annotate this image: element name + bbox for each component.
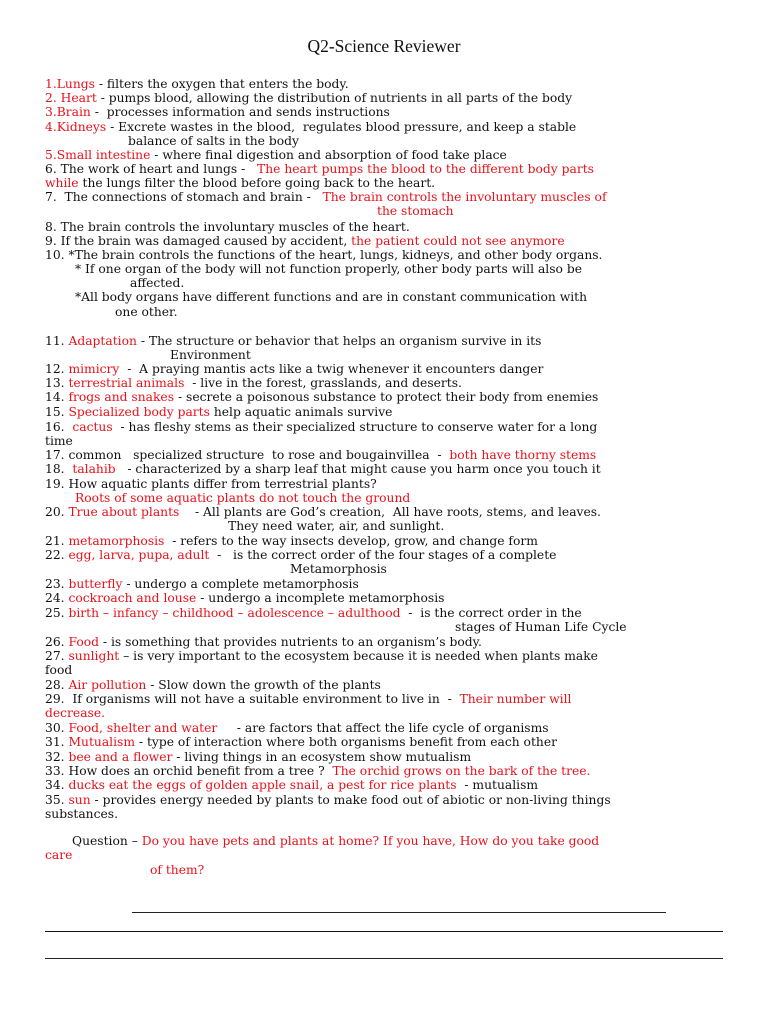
text-line [170, 348, 251, 362]
body-text: *All body organs have different functions and are in constant communication with [75, 290, 588, 304]
text-line [377, 204, 454, 218]
highlighted-text: True about plants [68, 505, 180, 519]
text-line [45, 793, 611, 807]
highlighted-text: 4.Kidneys [45, 120, 107, 134]
body-text: - mutualism [456, 778, 539, 792]
text-line [45, 420, 597, 434]
text-line [45, 376, 462, 390]
text-line [45, 190, 607, 204]
body-text: - pumps blood, allowing the distribution of nutrients in all parts of the body [96, 91, 573, 105]
body-text: - characterized by a sharp leaf that might cause you harm once you touch it [115, 462, 601, 476]
body-text: 16. [45, 420, 73, 434]
text-line [45, 735, 557, 749]
body-text: 23. [45, 577, 69, 591]
text-line [128, 134, 299, 148]
body-text: - Slow down the growth of the plants [146, 678, 381, 692]
body-text: - undergo a complete metamorphosis [122, 577, 359, 591]
highlighted-text: egg, larva, pupa, adult [68, 548, 210, 562]
highlighted-text: of them? [150, 863, 205, 877]
body-text: - is something that provides nutrients to an organism’s body. [99, 635, 482, 649]
highlighted-text: 2. Heart [45, 91, 97, 105]
body-text: - filters the oxygen that enters the body. [98, 77, 349, 91]
highlighted-text: 3.Brain [45, 105, 91, 119]
body-text: Environment [170, 348, 251, 362]
text-line [45, 577, 359, 591]
body-text: Metamorphosis [290, 562, 387, 576]
highlighted-text: terrestrial animals [68, 376, 185, 390]
highlighted-text: 1.Lungs [45, 77, 99, 91]
highlighted-text: cockroach and louse [68, 591, 197, 605]
body-text: 14. [45, 390, 69, 404]
body-text: 33. How does an orchid benefit from a tree ? [45, 764, 333, 778]
text-line [75, 290, 587, 304]
body-text: - provides energy needed by plants to make food out of abiotic or non-living things [90, 793, 611, 807]
body-text: 8. The brain controls the involuntary muscles of the heart. [45, 220, 410, 234]
highlighted-text: Their number will [459, 692, 572, 706]
highlighted-text: Food, shelter and water [68, 721, 218, 735]
text-line [45, 362, 543, 376]
highlighted-text: decrease. [45, 706, 106, 720]
text-line [45, 434, 73, 448]
text-line [45, 220, 410, 234]
body-text: 34. [45, 778, 69, 792]
body-text: the lungs filter the blood before going back to the heart. [78, 176, 436, 190]
text-line [115, 305, 178, 319]
body-text: 29. If organisms will not have a suitable environment to live in - [45, 692, 460, 706]
highlighted-text: sunlight [68, 649, 120, 663]
highlighted-text: while [45, 176, 79, 190]
text-line [45, 764, 590, 778]
answer-line [45, 958, 723, 959]
text-line [150, 863, 204, 877]
body-text: 21. [45, 534, 69, 548]
text-line [45, 105, 390, 119]
body-text: - where final digestion and absorption of food take place [150, 148, 507, 162]
text-line [45, 591, 445, 605]
body-text: 12. [45, 362, 69, 376]
body-text: 11. [45, 334, 69, 348]
text-line [45, 91, 572, 105]
body-text: * If one organ of the body will not function properly, other body parts will also be [75, 262, 582, 276]
highlighted-text: Roots of some aquatic plants do not touch the ground [75, 491, 411, 505]
body-text: - live in the forest, grasslands, and deserts. [184, 376, 462, 390]
highlighted-text: frogs and snakes [68, 390, 175, 404]
text-line [45, 635, 482, 649]
body-text: - All plants are God’s creation, All have roots, stems, and leaves. [179, 505, 601, 519]
text-line [45, 148, 507, 162]
highlighted-text: metamorphosis [68, 534, 165, 548]
body-text: - processes information and sends instructions [90, 105, 390, 119]
body-text: Question – [72, 834, 142, 848]
text-line [228, 519, 444, 533]
body-text: 31. [45, 735, 69, 749]
highlighted-text: 5.Small intestine [45, 148, 151, 162]
highlighted-text: the stomach [377, 204, 454, 218]
body-text: 18. [45, 462, 73, 476]
highlighted-text: The orchid grows on the bark of the tree. [332, 764, 591, 778]
body-text: 7. The connections of stomach and brain - [45, 190, 323, 204]
text-line [75, 262, 582, 276]
text-line [72, 834, 599, 848]
body-text: 26. [45, 635, 69, 649]
highlighted-text: care [45, 848, 73, 862]
body-text: 10. *The brain controls the functions of the heart, lungs, kidneys, and other body organs. [45, 248, 603, 262]
body-text: - has fleshy stems as their specialized structure to conserve water for a long [112, 420, 598, 434]
body-text: one other. [115, 305, 178, 319]
text-line [290, 562, 387, 576]
text-line [45, 390, 598, 404]
answer-line [45, 931, 723, 932]
body-text: stages of Human Life Cycle [455, 620, 627, 634]
body-text: 25. [45, 606, 69, 620]
highlighted-text: mimicry [68, 362, 120, 376]
highlighted-text: Do you have pets and plants at home? If you have, How do you take good [141, 834, 600, 848]
text-line [45, 477, 377, 491]
text-line [45, 162, 594, 176]
body-text: 24. [45, 591, 69, 605]
text-line [45, 405, 392, 419]
highlighted-text: both have thorny stems [449, 448, 597, 462]
highlighted-text: The heart pumps the blood to the different body parts [257, 162, 594, 176]
body-text: food [45, 663, 73, 677]
highlighted-text: butterfly [68, 577, 123, 591]
body-text: 32. [45, 750, 69, 764]
text-line [45, 750, 471, 764]
body-text: - is the correct order of the four stages of a complete [209, 548, 557, 562]
page-title: Q2-Science Reviewer [307, 36, 461, 56]
text-line [45, 234, 565, 248]
body-text: affected. [130, 276, 185, 290]
text-line [45, 505, 601, 519]
highlighted-text: Specialized body parts [68, 405, 210, 419]
body-text: 35. [45, 793, 69, 807]
highlighted-text: Mutualism [68, 735, 136, 749]
text-line [45, 649, 598, 663]
text-line [45, 678, 381, 692]
text-line [45, 721, 549, 735]
highlighted-text: sun [68, 793, 91, 807]
body-text: time [45, 434, 73, 448]
highlighted-text: birth – infancy – childhood – adolescence – adulthood [68, 606, 401, 620]
text-line [45, 176, 435, 190]
text-line [45, 548, 556, 562]
text-line [45, 706, 105, 720]
text-line [45, 462, 601, 476]
highlighted-text: ducks eat the eggs of golden apple snail, a pest for rice plants [68, 778, 457, 792]
text-line [45, 663, 72, 677]
text-line [45, 692, 571, 706]
body-text: 20. [45, 505, 69, 519]
text-line [75, 491, 410, 505]
text-line [45, 534, 538, 548]
text-line [455, 620, 627, 634]
highlighted-text: bee and a flower [68, 750, 173, 764]
body-text: 17. common specialized structure to rose and bougainvillea - [45, 448, 450, 462]
highlighted-text: Food [68, 635, 100, 649]
body-text: - refers to the way insects develop, grow, and change form [164, 534, 538, 548]
text-line [45, 848, 72, 862]
text-line [45, 606, 582, 620]
body-text: - A praying mantis acts like a twig whenever it encounters danger [119, 362, 544, 376]
body-text: - is the correct order in the [400, 606, 582, 620]
body-text: - secrete a poisonous substance to protect their body from enemies [174, 390, 599, 404]
highlighted-text: Air pollution [68, 678, 147, 692]
body-text: 28. [45, 678, 69, 692]
text-line [45, 448, 596, 462]
answer-line [132, 912, 666, 913]
text-line [130, 276, 184, 290]
body-text: - Excrete wastes in the blood, regulates blood pressure, and keep a stable [106, 120, 577, 134]
body-text: - The structure or behavior that helps an organism survive in its [136, 334, 542, 348]
body-text: - undergo a incomplete metamorphosis [196, 591, 445, 605]
text-line [45, 334, 541, 348]
body-text: 27. [45, 649, 69, 663]
body-text: 22. [45, 548, 69, 562]
text-line [45, 807, 118, 821]
body-text: 30. [45, 721, 69, 735]
text-line [45, 778, 538, 792]
body-text: – is very important to the ecosystem because it is needed when plants make [119, 649, 598, 663]
body-text: help aquatic animals survive [209, 405, 393, 419]
body-text: 13. [45, 376, 69, 390]
body-text: 9. If the brain was damaged caused by accident, [45, 234, 352, 248]
highlighted-text: Adaptation [68, 334, 137, 348]
body-text: balance of salts in the body [128, 134, 299, 148]
body-text: - are factors that affect the life cycle of organisms [217, 721, 549, 735]
body-text: 15. [45, 405, 69, 419]
text-line [45, 248, 602, 262]
body-text: They need water, air, and sunlight. [228, 519, 445, 533]
body-text: - type of interaction where both organisms benefit from each other [135, 735, 557, 749]
highlighted-text: talahib [72, 462, 116, 476]
body-text: 6. The work of heart and lungs - [45, 162, 258, 176]
highlighted-text: cactus [72, 420, 113, 434]
text-line [45, 77, 349, 91]
highlighted-text: The brain controls the involuntary muscles of [322, 190, 607, 204]
body-text: substances. [45, 807, 118, 821]
highlighted-text: the patient could not see anymore [351, 234, 565, 248]
body-text: 19. How aquatic plants differ from terrestrial plants? [45, 477, 377, 491]
body-text: - living things in an ecosystem show mutualism [172, 750, 472, 764]
text-line [45, 120, 576, 134]
